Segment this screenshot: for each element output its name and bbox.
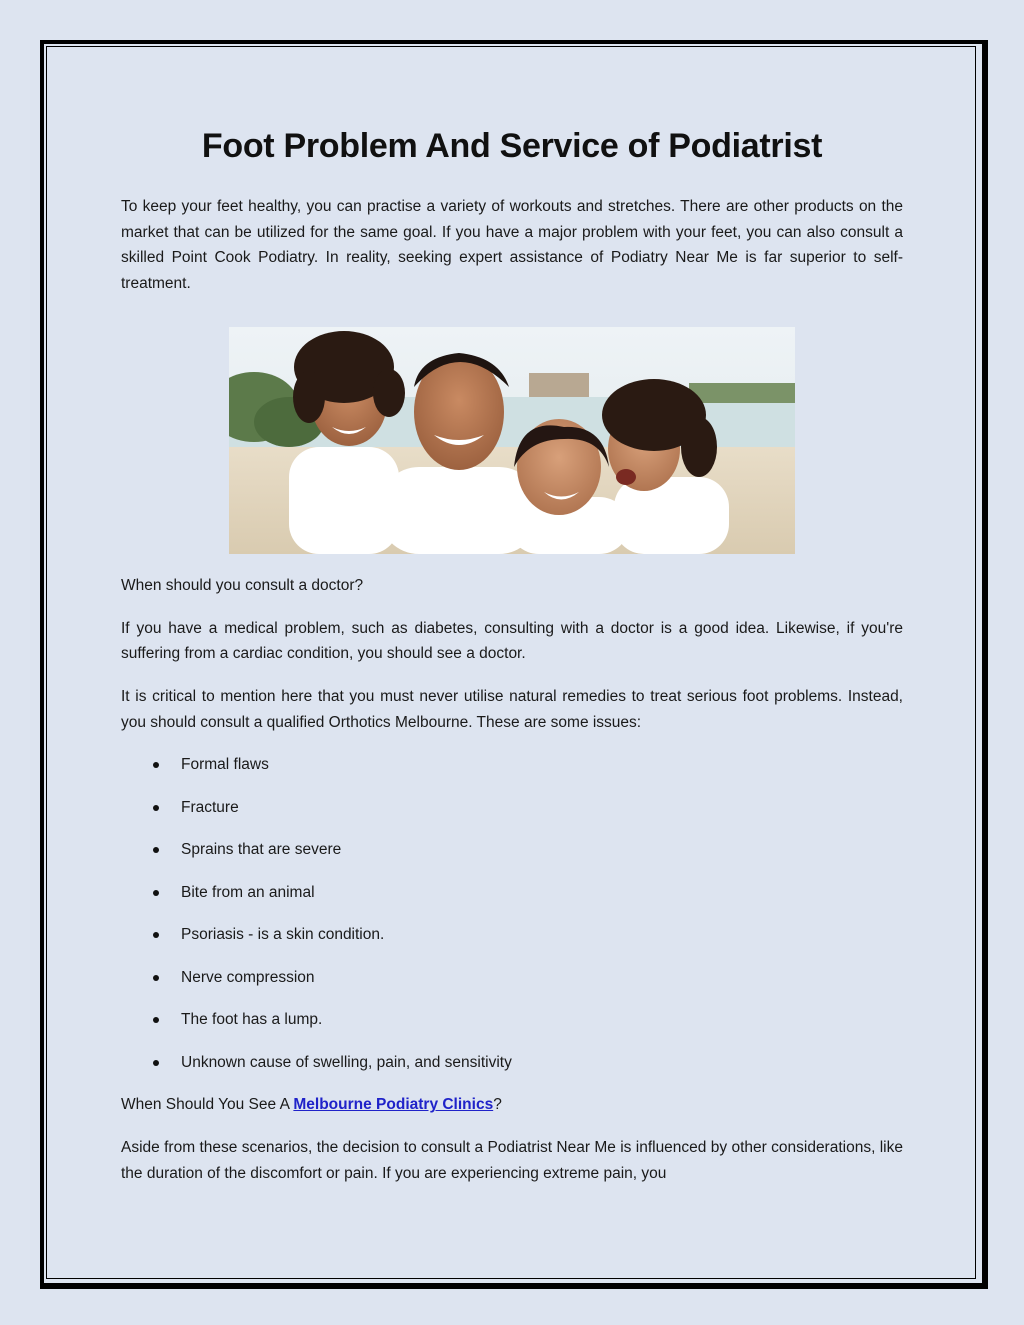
bullet-icon — [153, 1017, 159, 1023]
paragraph-medical-problem: If you have a medical problem, such as diabetes, consulting with a doctor is a good idea. Likewise, if you're suffering from a cardiac condition, you should see a doctor. — [121, 619, 903, 663]
issues-list — [121, 752, 903, 1075]
family-photo — [229, 327, 795, 554]
list-item: Fracture — [121, 795, 903, 821]
bullet-icon — [153, 805, 159, 811]
document-title: Foot Problem And Service of Podiatrist — [201, 127, 823, 165]
list-item: Nerve compression — [121, 965, 903, 991]
list-item: Unknown cause of swelling, pain, and sensitivity — [121, 1050, 903, 1076]
paragraph-natural-remedies: It is critical to mention here that you must never utilise natural remedies to treat serious foot problems. Instead, you should consult a qualified Orthotics Melbourne. These are some issues: — [121, 687, 903, 731]
list-item: The foot has a lump. — [121, 1007, 903, 1033]
bullet-icon — [153, 932, 159, 938]
bullet-icon — [153, 890, 159, 896]
paragraph-other-considerations: Aside from these scenarios, the decision to consult a Podiatrist Near Me is influenced by other considerations, like the duration of the discomfort or pain. If you are experiencing extreme pain, you — [121, 1139, 903, 1182]
bullet-icon — [153, 1060, 159, 1066]
intro-paragraph: To keep your feet healthy, you can practise a variety of workouts and stretches. There are other products on the market that can be utilized for the same goal. If you have a major problem with your feet, you can also consult a skilled Point Cook Podiatry. In reality, seeking expert assistance of Podiatry Near Me is far superior to self-treatment. — [121, 198, 903, 293]
bullet-icon — [153, 847, 159, 853]
list-item: Bite from an animal — [121, 880, 903, 906]
list-item: Sprains that are severe — [121, 837, 903, 863]
question-see-clinic: When Should You See A Melbourne Podiatry Clinics? — [121, 1096, 502, 1114]
bullet-icon — [153, 762, 159, 768]
document-content — [121, 120, 903, 1186]
list-item: Psoriasis - is a skin condition. — [121, 922, 903, 948]
question-consult-doctor: When should you consult a doctor? — [121, 576, 364, 594]
bullet-icon — [153, 975, 159, 981]
melbourne-podiatry-clinics-link[interactable]: Melbourne Podiatry Clinics — [293, 1096, 494, 1114]
list-item: Formal flaws — [121, 752, 903, 778]
